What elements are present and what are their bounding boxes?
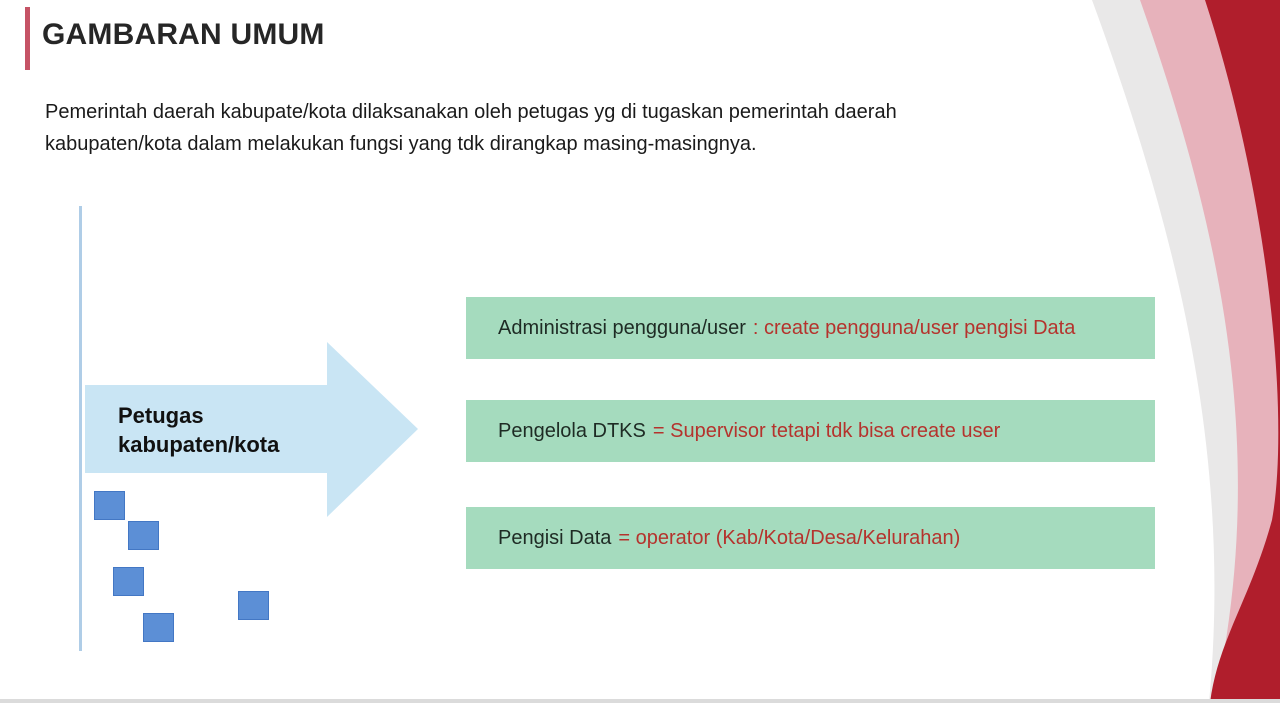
arrow-label-line-1: Petugas xyxy=(118,403,204,428)
arrow-label-line-2: kabupaten/kota xyxy=(118,432,280,457)
role-box-detail: = Supervisor tetapi tdk bisa create user xyxy=(652,419,1001,442)
arrow-label xyxy=(118,401,279,459)
role-box-detail: = operator (Kab/Kota/Desa/Kelurahan) xyxy=(618,526,961,549)
intro-line-2: kabupaten/kota dalam melakukan fungsi yang tdk dirangkap masing-masingnya. xyxy=(45,133,757,155)
role-box-label: Pengisi Data xyxy=(498,526,612,549)
blue-square xyxy=(143,613,174,642)
role-box-pengelola-dtks xyxy=(466,400,1155,462)
blue-square xyxy=(128,521,159,550)
intro-line-1: Pemerintah daerah kabupate/kota dilaksanakan oleh petugas yg di tugaskan pemerintah daerah xyxy=(45,101,897,123)
role-box-detail: : create pengguna/user pengisi Data xyxy=(752,316,1076,339)
blue-square xyxy=(238,591,269,620)
role-box-pengisi-data xyxy=(466,507,1155,569)
page-title: GAMBARAN UMUM xyxy=(42,18,325,51)
bottom-edge-strip xyxy=(0,699,1280,703)
role-box-administrasi xyxy=(466,297,1155,359)
role-box-label: Administrasi pengguna/user xyxy=(498,316,746,339)
role-box-label: Pengelola DTKS xyxy=(498,419,646,442)
blue-square xyxy=(94,491,125,520)
blue-square xyxy=(113,567,144,596)
